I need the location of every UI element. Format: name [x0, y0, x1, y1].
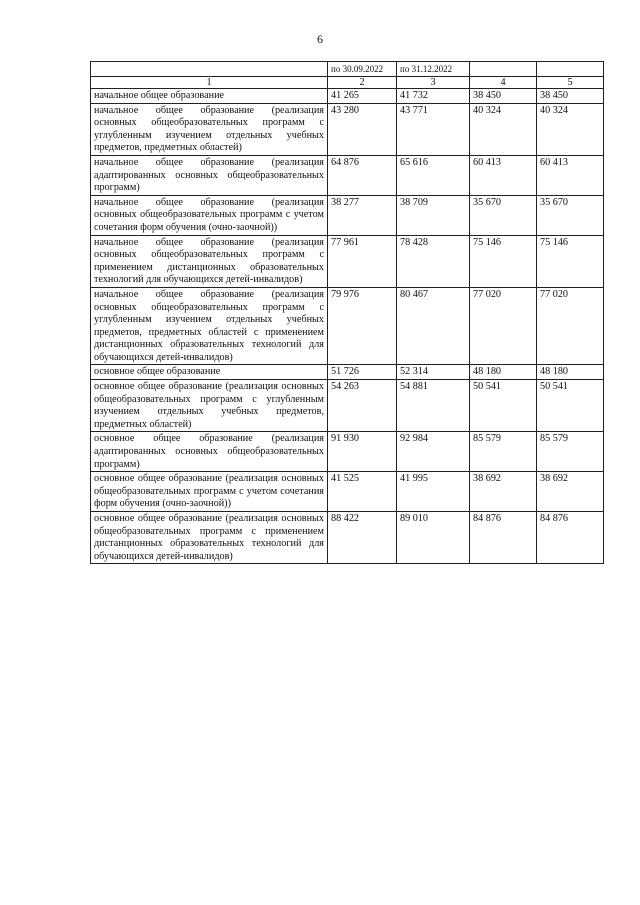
row-label: основное общее образование (реализация основных общеобразовательных программ с углубленным изучением отдельных учебных предметов, предметных областей) — [91, 380, 328, 432]
value-cell: 51 726 — [328, 365, 397, 380]
value-cell: 79 976 — [328, 287, 397, 365]
value-cell: 50 541 — [537, 380, 604, 432]
value-cell: 41 995 — [397, 472, 470, 512]
row-label: основное общее образование (реализация адаптированных основных общеобразовательных программ) — [91, 432, 328, 472]
value-cell: 38 709 — [397, 195, 470, 235]
value-cell: 85 579 — [470, 432, 537, 472]
value-cell: 38 450 — [537, 89, 604, 104]
value-cell: 38 277 — [328, 195, 397, 235]
value-cell: 41 732 — [397, 89, 470, 104]
value-cell: 85 579 — [537, 432, 604, 472]
value-cell: 80 467 — [397, 287, 470, 365]
value-cell: 38 692 — [470, 472, 537, 512]
value-cell: 40 324 — [537, 103, 604, 155]
header-date-row — [91, 62, 604, 77]
column-number-row — [91, 77, 604, 89]
value-cell: 43 771 — [397, 103, 470, 155]
value-cell: 38 450 — [470, 89, 537, 104]
value-cell: 35 670 — [470, 195, 537, 235]
value-cell: 77 020 — [470, 287, 537, 365]
table-row — [91, 89, 604, 104]
value-cell: 35 670 — [537, 195, 604, 235]
value-cell: 89 010 — [397, 512, 470, 564]
header-cell — [537, 62, 604, 77]
table-row — [91, 287, 604, 365]
value-cell: 78 428 — [397, 235, 470, 287]
cost-table — [90, 61, 604, 564]
value-cell: 54 881 — [397, 380, 470, 432]
value-cell: 50 541 — [470, 380, 537, 432]
table-row — [91, 472, 604, 512]
value-cell: 75 146 — [470, 235, 537, 287]
column-number: 2 — [328, 77, 397, 89]
value-cell: 38 692 — [537, 472, 604, 512]
value-cell: 54 263 — [328, 380, 397, 432]
table-row — [91, 365, 604, 380]
value-cell: 64 876 — [328, 155, 397, 195]
header-cell: по 30.09.2022 — [328, 62, 397, 77]
value-cell: 41 265 — [328, 89, 397, 104]
table-row — [91, 195, 604, 235]
header-cell — [470, 62, 537, 77]
value-cell: 52 314 — [397, 365, 470, 380]
value-cell: 60 413 — [470, 155, 537, 195]
value-cell: 43 280 — [328, 103, 397, 155]
column-number: 4 — [470, 77, 537, 89]
table-row — [91, 432, 604, 472]
row-label: начальное общее образование — [91, 89, 328, 104]
value-cell: 77 961 — [328, 235, 397, 287]
row-label: начальное общее образование (реализация основных общеобразовательных программ с углубленным изучением отдельных учебных предметов, предметных областей с применением дистанционных образовательных технологий для обучающихся детей-инвалидов) — [91, 287, 328, 365]
row-label: основное общее образование (реализация основных общеобразовательных программ с учетом сочетания форм обучения (очно-заочной)) — [91, 472, 328, 512]
table-row — [91, 512, 604, 564]
header-cell — [91, 62, 328, 77]
table-row — [91, 155, 604, 195]
row-label: начальное общее образование (реализация адаптированных основных общеобразовательных программ) — [91, 155, 328, 195]
value-cell: 92 984 — [397, 432, 470, 472]
table-row — [91, 103, 604, 155]
value-cell: 48 180 — [470, 365, 537, 380]
row-label: начальное общее образование (реализация основных общеобразовательных программ с применением дистанционных образовательных технологий для обучающихся детей-инвалидов) — [91, 235, 328, 287]
value-cell: 91 930 — [328, 432, 397, 472]
value-cell: 84 876 — [537, 512, 604, 564]
table-row — [91, 235, 604, 287]
value-cell: 41 525 — [328, 472, 397, 512]
value-cell: 77 020 — [537, 287, 604, 365]
column-number: 1 — [91, 77, 328, 89]
table-row — [91, 380, 604, 432]
header-cell: по 31.12.2022 — [397, 62, 470, 77]
column-number: 5 — [537, 77, 604, 89]
value-cell: 65 616 — [397, 155, 470, 195]
value-cell: 48 180 — [537, 365, 604, 380]
value-cell: 75 146 — [537, 235, 604, 287]
row-label: начальное общее образование (реализация основных общеобразовательных программ с учетом сочетания форм обучения (очно-заочной)) — [91, 195, 328, 235]
value-cell: 60 413 — [537, 155, 604, 195]
value-cell: 88 422 — [328, 512, 397, 564]
row-label: основное общее образование (реализация основных общеобразовательных программ с применением дистанционных образовательных технологий для обучающихся детей-инвалидов) — [91, 512, 328, 564]
row-label: основное общее образование — [91, 365, 328, 380]
column-number: 3 — [397, 77, 470, 89]
row-label: начальное общее образование (реализация основных общеобразовательных программ с углубленным изучением отдельных учебных предметов, предметных областей) — [91, 103, 328, 155]
value-cell: 40 324 — [470, 103, 537, 155]
page-number: 6 — [317, 32, 323, 46]
value-cell: 84 876 — [470, 512, 537, 564]
